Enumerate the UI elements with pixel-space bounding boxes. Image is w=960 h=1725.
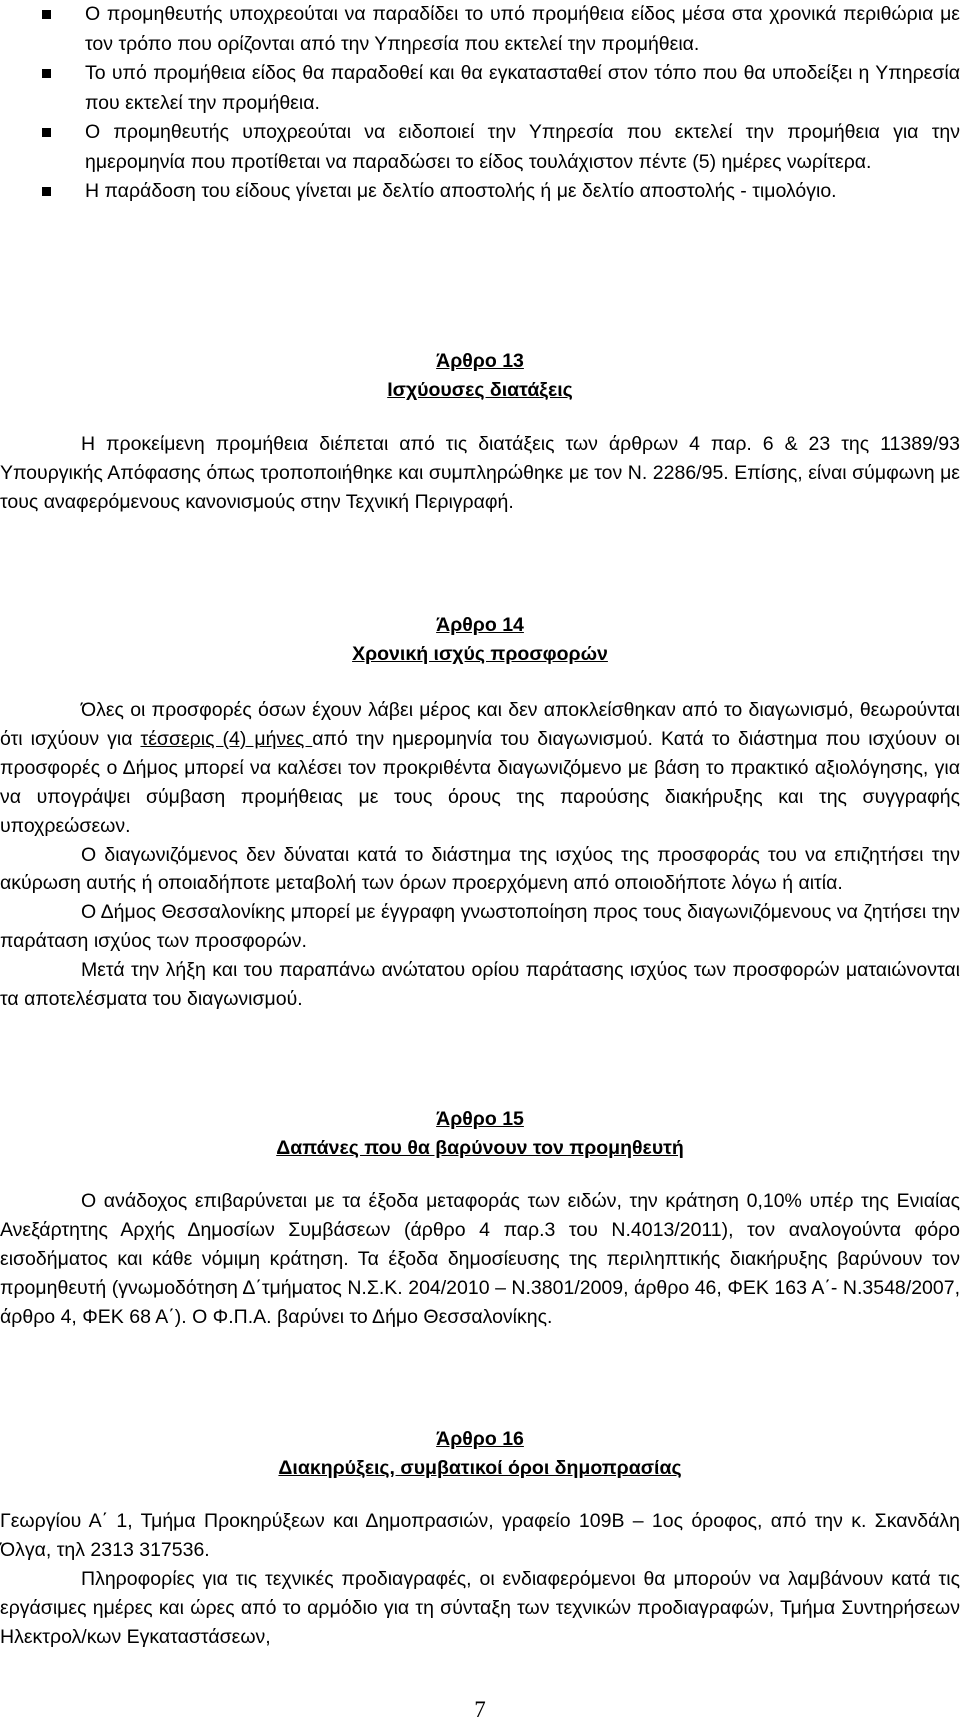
square-bullet-icon xyxy=(42,187,51,196)
list-item: Το υπό προμήθεια είδος θα παραδοθεί και θα εγκατασταθεί στον τόπο που θα υποδείξει η Υπηρεσία που εκτελεί την προμήθεια. xyxy=(40,59,960,118)
article-16-paragraph-1: Γεωργίου Α΄ 1, Τμήμα Προκηρύξεων και Δημοπρασιών, γραφείο 109Β – 1ος όροφος, από την κ. Σκανδάλη Όλγα, τηλ 2313 317536. xyxy=(0,1510,960,1561)
square-bullet-icon xyxy=(42,69,51,78)
delivery-terms-list xyxy=(40,0,960,207)
article-16-paragraph-2: Πληροφορίες για τις τεχνικές προδιαγραφές, οι ενδιαφερόμενοι θα μπορούν να λαμβάνουν κατά τις εργάσιμες ημέρες και ώρες από το αρμόδιο για τη σύνταξη των τεχνικών προδιαγραφών, Τμήμα Συντηρήσεων Ηλεκτρολ/κων Εγκαταστάσεων, xyxy=(0,1567,960,1648)
article-14-paragraph-4: Μετά την λήξη και του παραπάνω ανώτατου ορίου παράτασης ισχύος των προσφορών ματαιώνονται τα αποτελέσματα του διαγωνισμού. xyxy=(0,959,960,1011)
article-15-paragraph: Ο ανάδοχος επιβαρύνεται με τα έξοδα μεταφοράς των ειδών, την κράτηση 0,10% υπέρ της Ενιαίας Ανεξάρτητης Αρχής Δημοσίων Συμβάσεων (άρθρο 4 παρ.3 του Ν.4013/2011), τον αναλογούντα φόρο εισοδήματος και κάθε νόμιμη κράτηση. Τα έξοδα δημοσίευσης της περιληπτικής διακήρυξης βαρύνουν τον προμηθευτή (γνωμοδότηση Δ΄τμήματος Ν.Σ.Κ. 204/2010 – Ν.3801/2009, άρθρο 46, ΦΕΚ 163 Α΄- Ν.3548/2007, άρθρο 4, ΦΕΚ 68 Α΄). Ο Φ.Π.Α. βαρύνει το Δήμο Θεσσαλονίκης. xyxy=(0,1190,960,1328)
article-15 xyxy=(0,1105,960,1163)
article-13 xyxy=(0,347,960,405)
list-item: Ο προμηθευτής υποχρεούται να ειδοποιεί την Υπηρεσία που εκτελεί την προμήθεια για την ημερομηνία που προτίθεται να παραδώσει το είδος τουλάχιστον πέντε (5) ημέρες νωρίτερα. xyxy=(40,118,960,177)
list-item: Ο προμηθευτής υποχρεούται να παραδίδει το υπό προμήθεια είδος μέσα στα χρονικά περιθώρια με τον τρόπο που ορίζονται από την Υπηρεσία που εκτελεί την προμήθεια. xyxy=(40,0,960,59)
article-16-title: Διακηρύξεις, συμβατικοί όροι δημοπρασίας xyxy=(278,1457,682,1479)
article-14 xyxy=(0,611,960,669)
article-13-title: Ισχύουσες διατάξεις xyxy=(387,379,573,401)
article-14-paragraph-1: Όλες οι προσφορές όσων έχουν λάβει μέρος και δεν αποκλείσθηκαν από το διαγωνισμό, θεωρούνται ότι ισχύουν για τέσσερις (4) μήνες από την ημερομηνία του διαγωνισμού. Κατά το διάστημα που ισχύουν οι προσφορές ο Δήμος μπορεί να καλέσει τον προκριθέντα διαγωνιζόμενο με βάση το πρακτικό αξιολόγησης, για να υπογράψει σύμβαση προμήθειας με τους όρους της παρούσης διακήρυξης και της συγγραφής υποχρεώσεων. xyxy=(0,699,960,837)
article-16 xyxy=(0,1425,960,1483)
article-16-body xyxy=(0,1507,960,1652)
article-16-number: Άρθρο 16 xyxy=(436,1428,524,1450)
article-13-body xyxy=(0,430,960,517)
article-13-paragraph: Η προκείμενη προμήθεια διέπεται από τις διατάξεις των άρθρων 4 παρ. 6 & 23 της 11389/93 Υπουργικής Απόφασης όπως τροποποιήθηκε και συμπληρώθηκε με τον Ν. 2286/95. Επίσης, είναι σύμφωνη με τους αναφερόμενους κανονισμούς στην Τεχνική Περιγραφή. xyxy=(0,433,960,513)
article-14-paragraph-3: Ο Δήμος Θεσσαλονίκης μπορεί με έγγραφη γνωστοποίηση προς τους διαγωνιζόμενους να ζητήσει την παράταση ισχύος των προσφορών. xyxy=(0,901,960,953)
article-13-number: Άρθρο 13 xyxy=(436,350,524,372)
article-15-title: Δαπάνες που θα βαρύνουν τον προμηθευτή xyxy=(276,1137,684,1159)
article-15-number: Άρθρο 15 xyxy=(436,1108,524,1130)
article-15-body xyxy=(0,1187,960,1332)
article-14-title: Χρονική ισχύς προσφορών xyxy=(352,643,608,665)
validity-period: τέσσερις (4) μήνες xyxy=(140,727,313,750)
square-bullet-icon xyxy=(42,128,51,137)
list-item: Η παράδοση του είδους γίνεται με δελτίο αποστολής ή με δελτίο αποστολής - τιμολόγιο. xyxy=(40,177,960,207)
square-bullet-icon xyxy=(42,10,51,19)
page-number: 7 xyxy=(474,1697,486,1722)
article-14-body xyxy=(0,696,960,1014)
article-14-paragraph-2: Ο διαγωνιζόμενος δεν δύναται κατά το διάστημα της ισχύος της προσφοράς του να επιζητήσει την ακύρωση αυτής ή οποιαδήποτε μεταβολή των όρων προερχόμενη από οποιοδήποτε λόγω ή αιτία. xyxy=(0,843,960,895)
article-14-number: Άρθρο 14 xyxy=(436,614,524,636)
